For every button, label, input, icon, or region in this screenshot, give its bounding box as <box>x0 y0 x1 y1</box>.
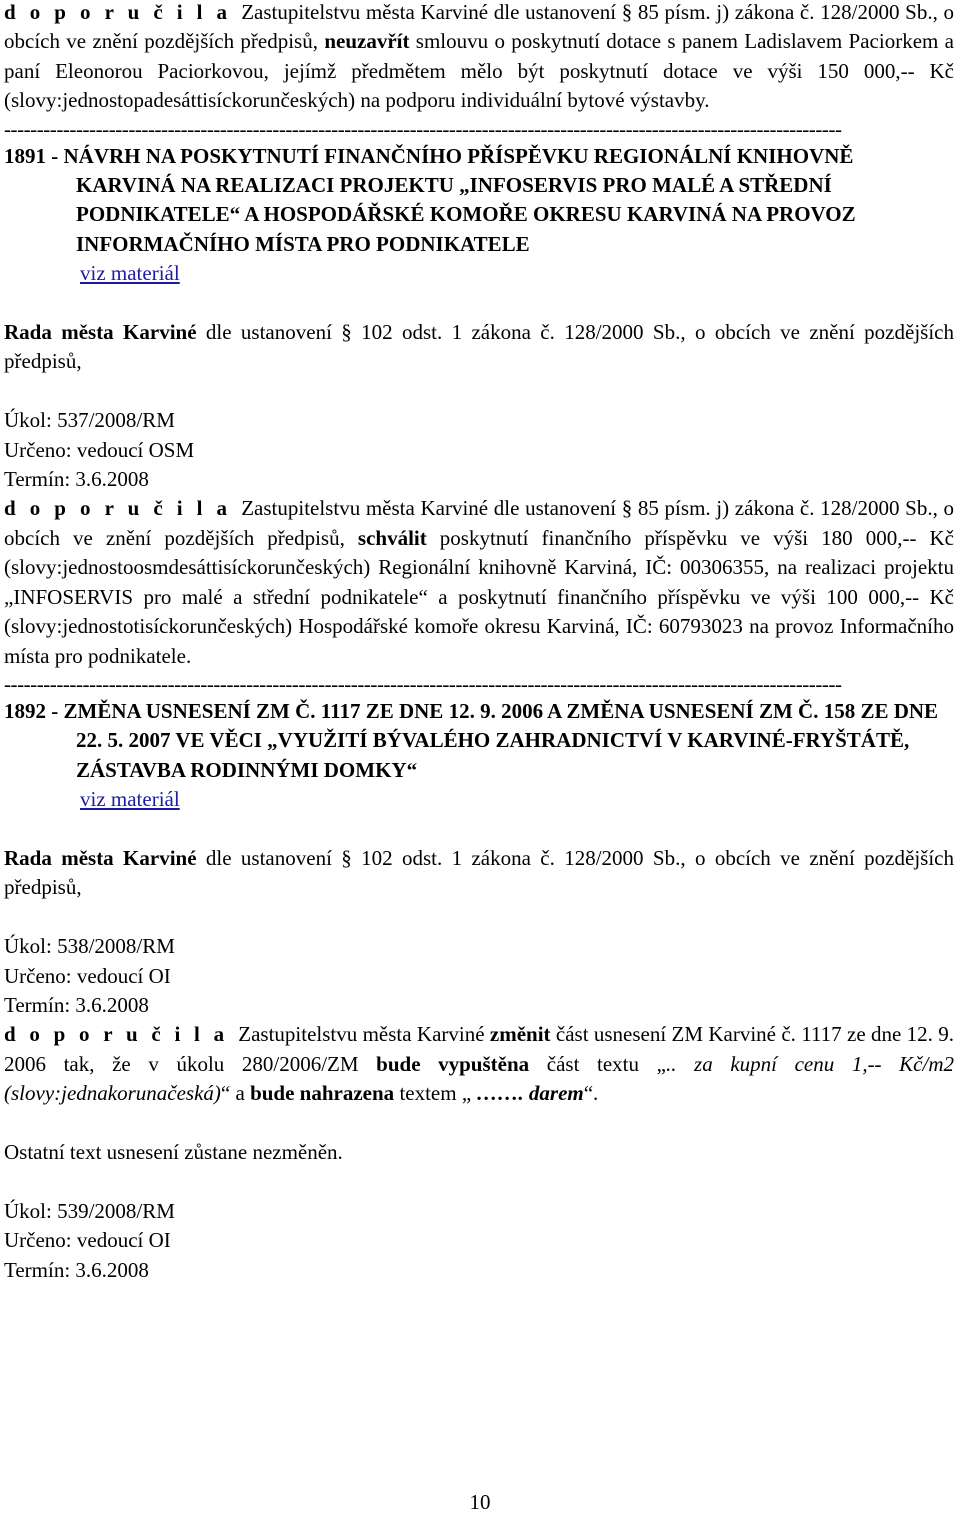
rada-text: dle ustanovení § 102 odst. 1 zákona č. 128/2000 Sb., o obcích ve znění pozdějších předpisů, <box>4 845 954 900</box>
item-1891-termin: Termín: 3.6.2008 <box>4 467 149 492</box>
item-1892-ostatni-text: Ostatní text usnesení zůstane nezměněn. <box>4 1139 343 1164</box>
top-intro-text: Zastupitelstvu města Karviné dle ustanovení § 85 písm. j) zákona č. 128/2000 Sb., o obcích ve znění pozdějších předpisů, <box>4 0 954 54</box>
res-text-part: Zastupitelstvu města Karviné <box>238 1022 490 1047</box>
rada-label: Rada města Karviné <box>4 845 197 870</box>
res-text-part: část textu „ <box>529 1051 666 1076</box>
res-bold-italic-darem: ……. darem <box>471 1081 584 1106</box>
res-bold-vypustena: bude vypuštěna <box>376 1051 530 1076</box>
item-1891-rada-paragraph <box>4 318 954 377</box>
top-body-text: smlouvu o poskytnutí dotace s panem Ladislavem Paciorkem a paní Eleonorou Paciorkovou, jejímž předmětem mělo být poskytnutí dotace ve výši 150 000,-- Kč (slovy:jednostopadesáttisíckorunčeských) na podporu individuální bytové výstavby. <box>4 29 954 113</box>
rada-text: dle ustanovení § 102 odst. 1 zákona č. 128/2000 Sb., o obcích ve znění pozdějších předpisů, <box>4 320 954 374</box>
item-1892-urceno-2: Určeno: vedoucí OI <box>4 1228 171 1253</box>
doporucila-label: d o p o r u č i l a <box>4 496 232 521</box>
item-1891-intro: Zastupitelstvu města Karviné dle ustanovení § 85 písm. j) zákona č. 128/2000 Sb., o obcích ve znění pozdějších předpisů, <box>4 496 954 550</box>
res-text-part: část usnesení ZM Karviné č. 1117 ze dne 12. 9. 2006 tak, že v úkolu 280/2006/ZM <box>4 1022 954 1076</box>
item-1891-urceno: Určeno: vedoucí OSM <box>4 437 195 462</box>
separator-line: -------------------------------------------------------------------------------------------------------------------------------- <box>4 671 842 696</box>
item-1891-material-link[interactable]: viz materiál <box>80 261 180 286</box>
top-resolution-paragraph <box>4 0 954 116</box>
item-1891-body-text: poskytnutí finančního příspěvku ve výši 180 000,-- Kč (slovy:jednostoosmdesáttisíckorunčeských) Regionální knihovně Karviná, IČ: 00306355, na realizaci projektu „INFOSERVIS pro malé a střední podnikatele“ a poskytnutí finančního příspěvku ve výši 100 000,-- Kč (slovy:jednostotisíckorunčeských) Hospodářské komoře okresu Karviná, IČ: 60793023 na provoz Informačního místa pro podnikatele. <box>4 525 954 668</box>
doporucila-label: d o p o r u č i l a <box>4 1022 229 1047</box>
item-1892-urceno-1: Určeno: vedoucí OI <box>4 963 171 988</box>
res-bold-zmenit: změnit <box>489 1022 551 1047</box>
item-1891-ukol: Úkol: 537/2008/RM <box>4 408 175 433</box>
item-1891-heading: 1891 - NÁVRH NA POSKYTNUTÍ FINANČNÍHO PŘÍSPĚVKU REGIONÁLNÍ KNIHOVNĚ KARVINÁ NA REALIZACI PROJEKTU „INFOSERVIS PRO MALÉ A STŘEDNÍ PODNIKATELE“ A HOSPODÁŘSKÉ KOMOŘE OKRESU KARVINÁ NA PROVOZ INFORMAČNÍHO MÍSTA PRO PODNIKATELE <box>4 143 856 256</box>
item-1892-termin-1: Termín: 3.6.2008 <box>4 992 149 1017</box>
item-1892-termin-2: Termín: 3.6.2008 <box>4 1257 149 1282</box>
item-1892-rada-paragraph <box>4 844 954 903</box>
res-text-part: textem „ <box>394 1081 472 1106</box>
item-1891-resolution-paragraph <box>4 494 954 670</box>
item-1892-material-link[interactable]: viz materiál <box>80 787 180 812</box>
separator-line: -------------------------------------------------------------------------------------------------------------------------------- <box>4 116 842 141</box>
item-1892-ukol-1: Úkol: 538/2008/RM <box>4 934 175 959</box>
page-number: 10 <box>469 1490 491 1514</box>
item-1892-ukol-2: Úkol: 539/2008/RM <box>4 1198 175 1223</box>
res-italic-quote: .. za kupní cenu 1,-- Kč/m2 (slovy:jednakorunačeská) <box>4 1051 954 1106</box>
top-action-word: neuzavřít <box>324 29 410 54</box>
item-1892-heading: 1892 - ZMĚNA USNESENÍ ZM Č. 1117 ZE DNE 12. 9. 2006 A ZMĚNA USNESENÍ ZM Č. 158 ZE DNE 22. 5. 2007 VE VĚCI „VYUŽITÍ BÝVALÉHO ZAHRADNICTVÍ V KARVINÉ-FRYŠTÁTĚ, ZÁSTAVBA RODINNÝMI DOMKY“ <box>4 698 939 782</box>
rada-label: Rada města Karviné <box>4 320 197 345</box>
item-1892-resolution-paragraph <box>4 1020 954 1108</box>
res-bold-nahrazena: bude nahrazena <box>250 1081 395 1106</box>
item-1891-action-word: schválit <box>357 525 427 550</box>
doporucila-label: d o p o r u č i l a <box>4 0 232 24</box>
res-text-part: “. <box>583 1081 599 1106</box>
res-text-part: “ a <box>220 1081 251 1106</box>
